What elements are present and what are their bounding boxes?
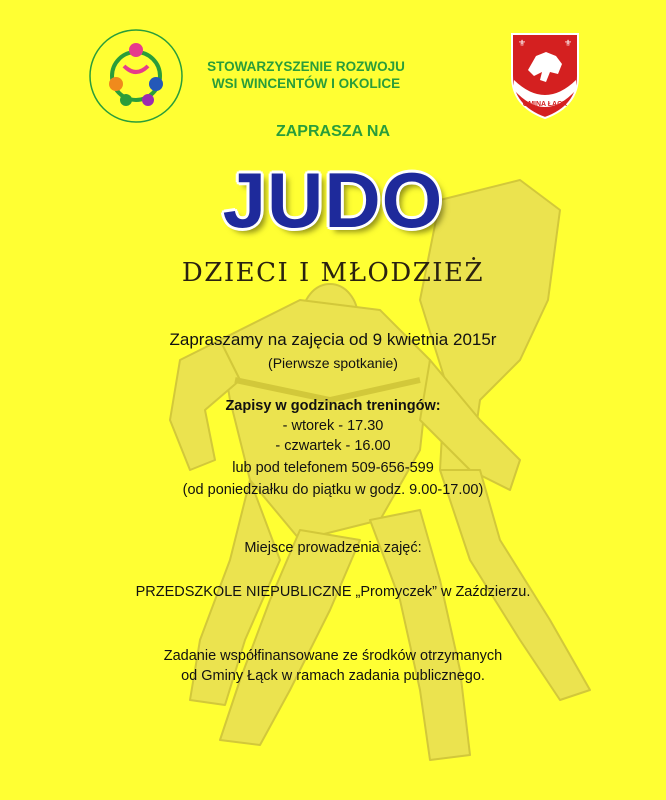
start-date-text: Zapraszamy na zajęcia od 9 kwietnia 2015r	[169, 330, 497, 349]
invite-heading: ZAPRASZA NA	[275, 123, 391, 140]
organization-logo	[86, 26, 186, 126]
organization-name-line2: WSI WINCENTÓW I OKOLICE	[211, 76, 401, 91]
svg-text:⚜: ⚜	[564, 39, 573, 49]
venue-name: PRZEDSZKOLE NIEPUBLICZNE „Promyczek” w Zaździerzu.	[135, 584, 531, 600]
svg-text:⚜: ⚜	[518, 39, 527, 49]
first-meeting-note: (Pierwsze spotkanie)	[268, 355, 398, 371]
funding-note-line1: Zadanie współfinansowane ze środków otrzymanych	[163, 648, 503, 664]
funding-note-line2: od Gminy Łąck w ramach zadania publicznego.	[181, 668, 485, 684]
gmina-crest	[506, 30, 584, 120]
signup-heading: Zapisy w godzinach treningów:	[225, 398, 441, 414]
phone-line: lub pod telefonem 509-656-599	[232, 460, 434, 476]
organization-name-line1: STOWARZYSZENIE ROZWOJU	[207, 59, 405, 74]
venue-heading: Miejsce prowadzenia zajęć:	[244, 540, 422, 556]
poster-subtitle: DZIECI I MŁODZIEŻ	[181, 258, 485, 288]
crest-label: GMINA ŁĄCK	[522, 101, 568, 108]
schedule-thursday: - czwartek - 16.00	[275, 438, 391, 454]
schedule-tuesday: - wtorek - 17.30	[282, 418, 384, 434]
organization-name	[196, 58, 416, 92]
phone-hours: (od poniedziałku do piątku w godz. 9.00-17.00)	[182, 482, 484, 498]
poster-title: JUDO	[222, 156, 444, 244]
